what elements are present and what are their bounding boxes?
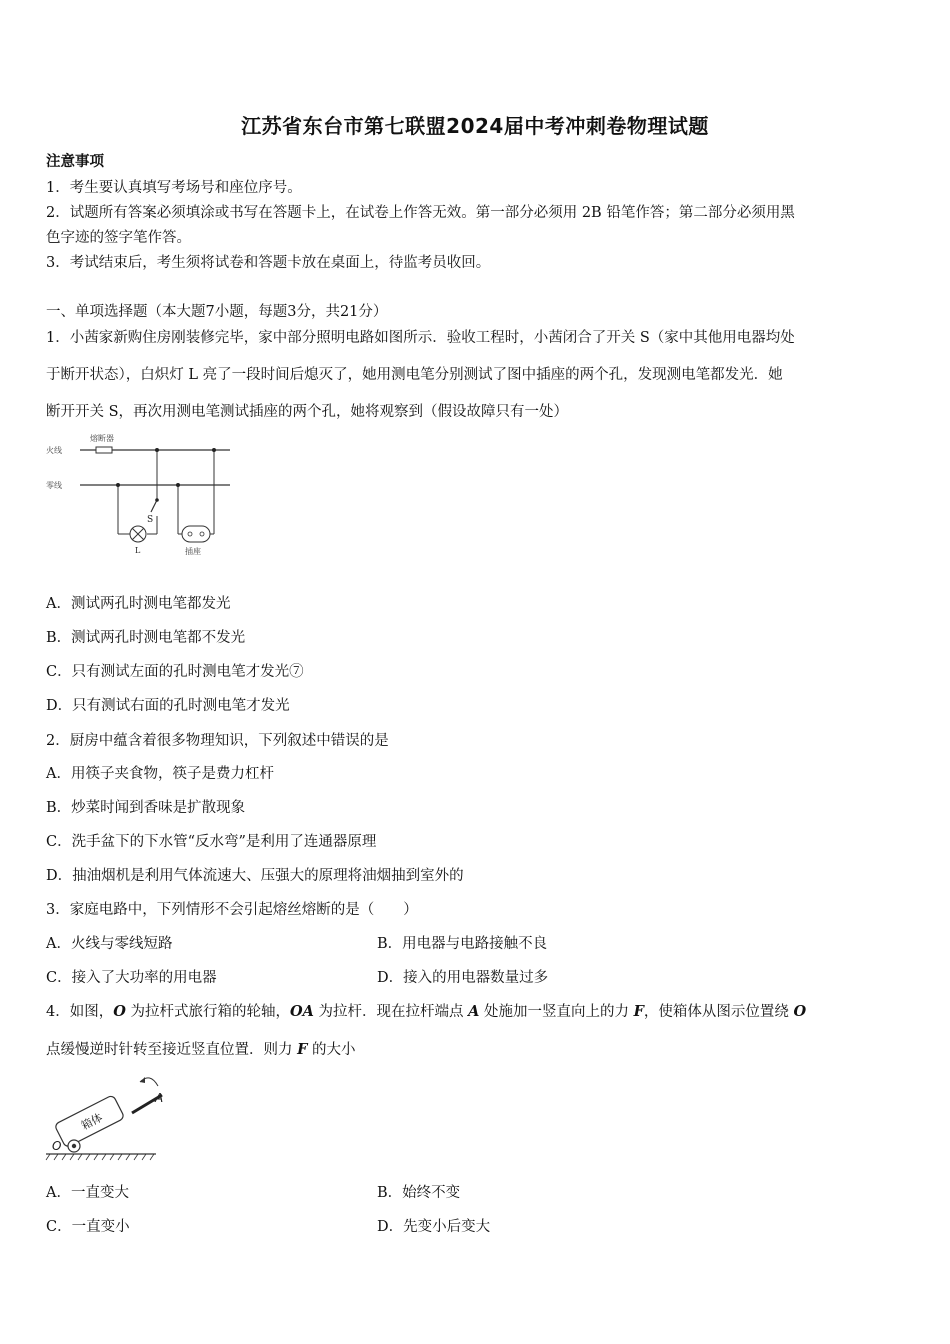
var-f: F [297,1041,308,1058]
var-a: A [468,1003,480,1020]
q2-option-a: A．用筷子夹食物，筷子是费力杠杆 [46,766,274,782]
q4-option-a: A．一直变大 [46,1185,129,1201]
lamp-label: L [135,546,141,555]
q1-option-c: C．只有测试左面的孔时测电笔才发光⑦ [46,664,304,680]
notice-item: 色字迹的签字笔作答。 [46,230,191,246]
q1-stem-line: 于断开状态），白炽灯 L 亮了一段时间后熄灭了，她用测电笔分别测试了图中插座的两个孔，发现测电笔都发光．她 [46,367,783,383]
notice-item: 3．考试结束后，考生须将试卷和答题卡放在桌面上，待监考员收回。 [46,255,491,271]
box-label: 箱体 [79,1110,105,1133]
q4-option-b: B．始终不变 [377,1185,461,1201]
socket-symbol [182,526,210,542]
fuse-symbol [96,447,112,453]
var-f: F [633,1003,644,1020]
page-title: 江苏省东台市第七联盟2024届中考冲刺卷物理试题 [241,114,709,138]
live-wire-label: 火线 [46,446,62,455]
q3-option-c: C．接入了大功率的用电器 [46,970,217,986]
q2-stem: 2．厨房中蕴含着很多物理知识，下列叙述中错误的是 [46,733,389,749]
point-a-label: A [155,1091,164,1105]
q3-stem: 3．家庭电路中，下列情形不会引起熔丝熔断的是（ ） [46,902,418,918]
var-o: O [793,1003,807,1020]
q2-option-b: B．炒菜时闻到香味是扩散现象 [46,800,246,816]
q3-option-d: D．接入的用电器数量过多 [377,970,549,986]
q1-option-b: B．测试两孔时测电笔都不发光 [46,630,246,646]
q1-option-d: D．只有测试右面的孔时测电笔才发光 [46,698,290,714]
switch-symbol [151,500,157,512]
socket-label: 插座 [185,547,201,556]
neutral-wire-label: 零线 [46,481,62,490]
var-oa: OA [289,1003,314,1020]
circuit-diagram [44,430,244,560]
q1-stem-line: 断开开关 S，再次用测电笔测试插座的两个孔，她将观察到（假设故障只有一处） [46,404,569,420]
q1-stem-line: 1．小茜家新购住房刚装修完毕，家中部分照明电路如图所示．验收工程时，小茜闭合了开关 S（家中其他用电器均处 [46,330,795,346]
q4-option-c: C．一直变小 [46,1219,130,1235]
q1-option-a: A．测试两孔时测电笔都发光 [46,596,231,612]
notice-heading: 注意事项 [46,153,104,170]
fuse-label: 熔断器 [90,434,114,443]
q3-option-a: A．火线与零线短路 [46,936,173,952]
notice-item: 2．试题所有答案必须填涂或书写在答题卡上，在试卷上作答无效。第一部分必须用 2B 铅笔作答；第二部分必须用黑 [46,205,795,221]
q2-option-d: D．抽油烟机是利用气体流速大、压强大的原理将油烟抽到室外的 [46,868,464,884]
q2-option-c: C．洗手盆下的下水管“反水弯”是利用了连通器原理 [46,834,377,850]
var-o: O [113,1003,126,1020]
q3-option-b: B．用电器与电路接触不良 [377,936,548,952]
luggage-diagram [44,1066,164,1166]
q4-option-d: D．先变小后变大 [377,1219,491,1235]
luggage-box [54,1095,125,1148]
point-o-label: O [52,1139,62,1153]
q4-stem-line-2: 点缓慢逆时针转至接近竖直位置．则力 F 的大小 [46,1041,356,1058]
q4-stem-line-1: 4．如图，O 为拉杆式旅行箱的轮轴，OA 为拉杆．现在拉杆端点 A 处施加一竖直向上的力 F，使箱体从图示位置绕 O [46,1003,807,1020]
switch-label: S [147,515,154,525]
notice-item: 1．考生要认真填写考场号和座位序号。 [46,180,302,196]
section-heading: 一、单项选择题（本大题7小题，每题3分，共21分） [46,304,388,320]
